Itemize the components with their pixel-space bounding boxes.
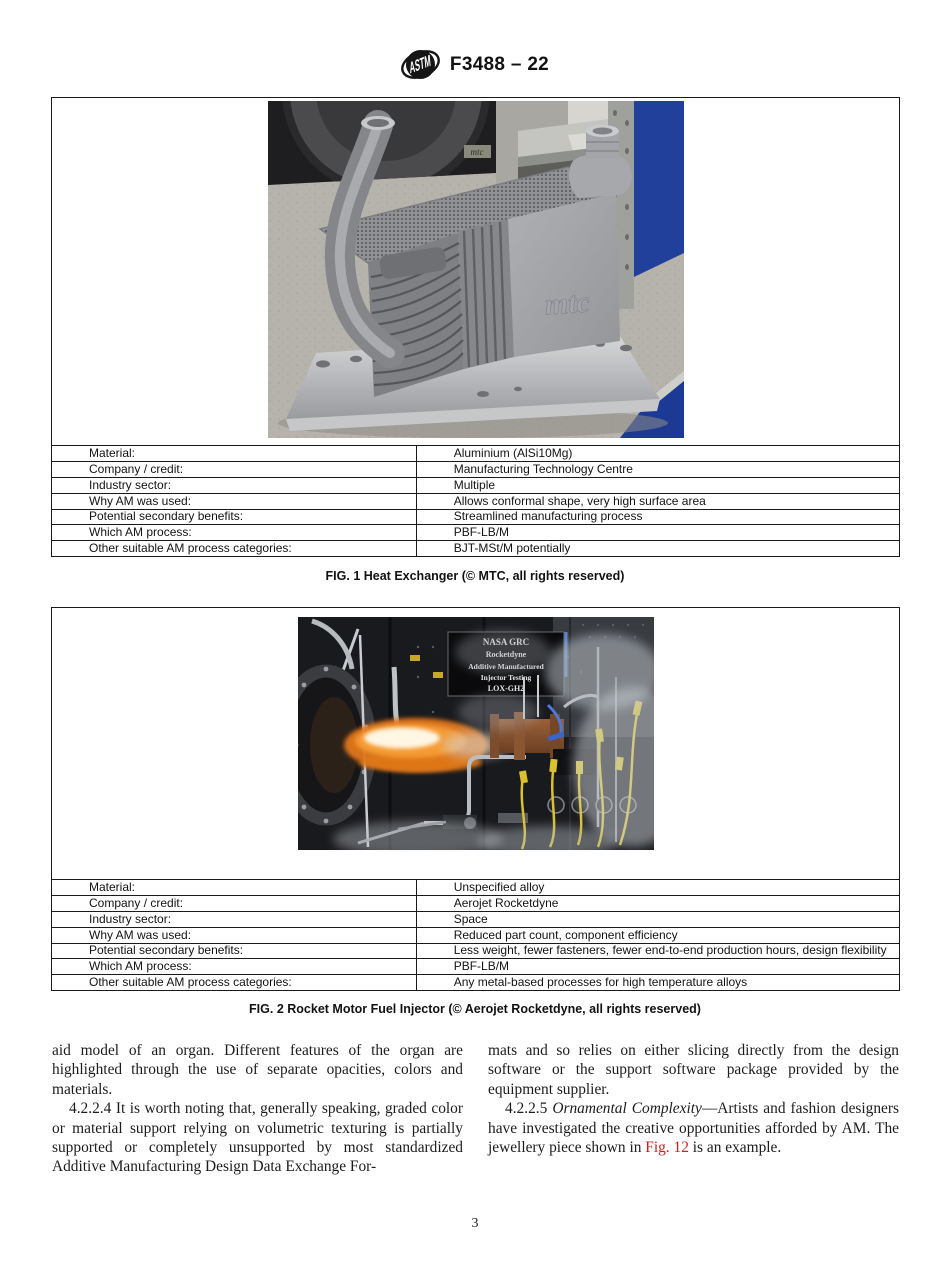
figure-12-link[interactable]: Fig. 12 <box>645 1139 689 1157</box>
spec-table-row <box>52 493 899 509</box>
doc-header <box>0 46 950 83</box>
spec-table-row <box>52 959 899 975</box>
body-text <box>52 1041 899 1177</box>
paragraph-continuation: aid model of an organ. Different features of the organ are highlighted through the use of separate opacities, colors and materials. <box>52 1042 463 1098</box>
figure-1-photo <box>268 101 684 438</box>
text-column-left <box>52 1041 463 1177</box>
figure-2-table-body <box>52 880 899 990</box>
spec-value: Less weight, fewer fasteners, fewer end-to-end production hours, design flexibility <box>416 943 899 959</box>
spec-table-row <box>52 509 899 525</box>
page-number: 3 <box>471 1216 479 1231</box>
paragraph-4224: 4.2.2.4 It is worth noting that, generally speaking, graded color or material support relying on volumetric texturing is partially supported or completely unsupported by most standardized Additive Manufacturing Design Data Exchange For- <box>52 1100 463 1176</box>
spec-label: Industry sector: <box>52 478 416 494</box>
astm-logo-icon <box>401 46 441 83</box>
mtc-box-label: mtc <box>470 147 483 157</box>
sign-line-3: Additive Manufactured <box>467 662 544 671</box>
spec-label: Other suitable AM process categories: <box>52 541 416 556</box>
spec-value: Space <box>416 912 899 928</box>
spec-value: Manufacturing Technology Centre <box>416 462 899 478</box>
paragraph-4225 <box>488 1099 899 1157</box>
spec-value: BJT-MSt/M potentially <box>416 541 899 556</box>
astm-logo-text: ASTM <box>408 51 432 78</box>
spec-value: PBF-LB/M <box>416 525 899 541</box>
spec-value: Reduced part count, component efficiency <box>416 927 899 943</box>
sign-line-1: NASA GRC <box>482 637 529 647</box>
section-text-tail: is an example. <box>688 1139 782 1157</box>
figure-1-box <box>51 97 900 557</box>
figure-2-box <box>51 607 900 991</box>
spec-value: Unspecified alloy <box>416 880 899 896</box>
sign-line-5: LOX-GH2 <box>487 684 524 693</box>
spec-label: Material: <box>52 880 416 896</box>
spec-table-row <box>52 975 899 990</box>
spec-label: Company / credit: <box>52 462 416 478</box>
spec-label: Company / credit: <box>52 896 416 912</box>
spec-label: Which AM process: <box>52 525 416 541</box>
spec-value: Aluminium (AlSi10Mg) <box>416 446 899 462</box>
spec-table-row <box>52 462 899 478</box>
spec-table-row <box>52 541 899 556</box>
section-number: 4.2.2.5 <box>505 1100 553 1118</box>
spec-label: Industry sector: <box>52 912 416 928</box>
spec-table-row <box>52 943 899 959</box>
spec-value: Allows conformal shape, very high surface area <box>416 493 899 509</box>
paragraph-continuation: mats and so relies on either slicing directly from the design software or the support software package provided by the equipment supplier. <box>488 1042 899 1098</box>
spec-value: PBF-LB/M <box>416 959 899 975</box>
mtc-emboss: mtc <box>543 285 591 322</box>
spec-value: Streamlined manufacturing process <box>416 509 899 525</box>
spec-table-row <box>52 478 899 494</box>
figure-2-caption: FIG. 2 Rocket Motor Fuel Injector (© Aerojet Rocketdyne, all rights reserved) <box>249 1002 701 1016</box>
spec-value: Multiple <box>416 478 899 494</box>
figure-1-table <box>52 445 899 556</box>
figure-2-photo <box>298 617 654 850</box>
spec-value: Any metal-based processes for high temperature alloys <box>416 975 899 990</box>
spec-table-row <box>52 880 899 896</box>
doc-designation: F3488 – 22 <box>449 53 550 75</box>
sign-line-4: Injector Testing <box>480 673 531 682</box>
spec-label: Why AM was used: <box>52 493 416 509</box>
section-term: Ornamental Complexity <box>552 1100 702 1118</box>
spec-value: Aerojet Rocketdyne <box>416 896 899 912</box>
text-column-right <box>488 1041 899 1177</box>
figure-2-table <box>52 879 899 990</box>
spec-table-row <box>52 446 899 462</box>
spec-table-row <box>52 896 899 912</box>
section-text: —Artists and fashion designers have investigated the creative opportunities afforded by AM. The jewellery piece shown in <box>488 1100 899 1157</box>
spec-label: Material: <box>52 446 416 462</box>
spec-label: Other suitable AM process categories: <box>52 975 416 990</box>
sign-line-2: Rocketdyne <box>485 650 526 659</box>
spec-label: Why AM was used: <box>52 927 416 943</box>
spec-table-row <box>52 912 899 928</box>
spec-table-row <box>52 525 899 541</box>
spec-label: Potential secondary benefits: <box>52 943 416 959</box>
spec-label: Potential secondary benefits: <box>52 509 416 525</box>
spec-label: Which AM process: <box>52 959 416 975</box>
spec-table-row <box>52 927 899 943</box>
figure-1-caption: FIG. 1 Heat Exchanger (© MTC, all rights reserved) <box>325 569 625 583</box>
figure-1-table-body <box>52 446 899 556</box>
